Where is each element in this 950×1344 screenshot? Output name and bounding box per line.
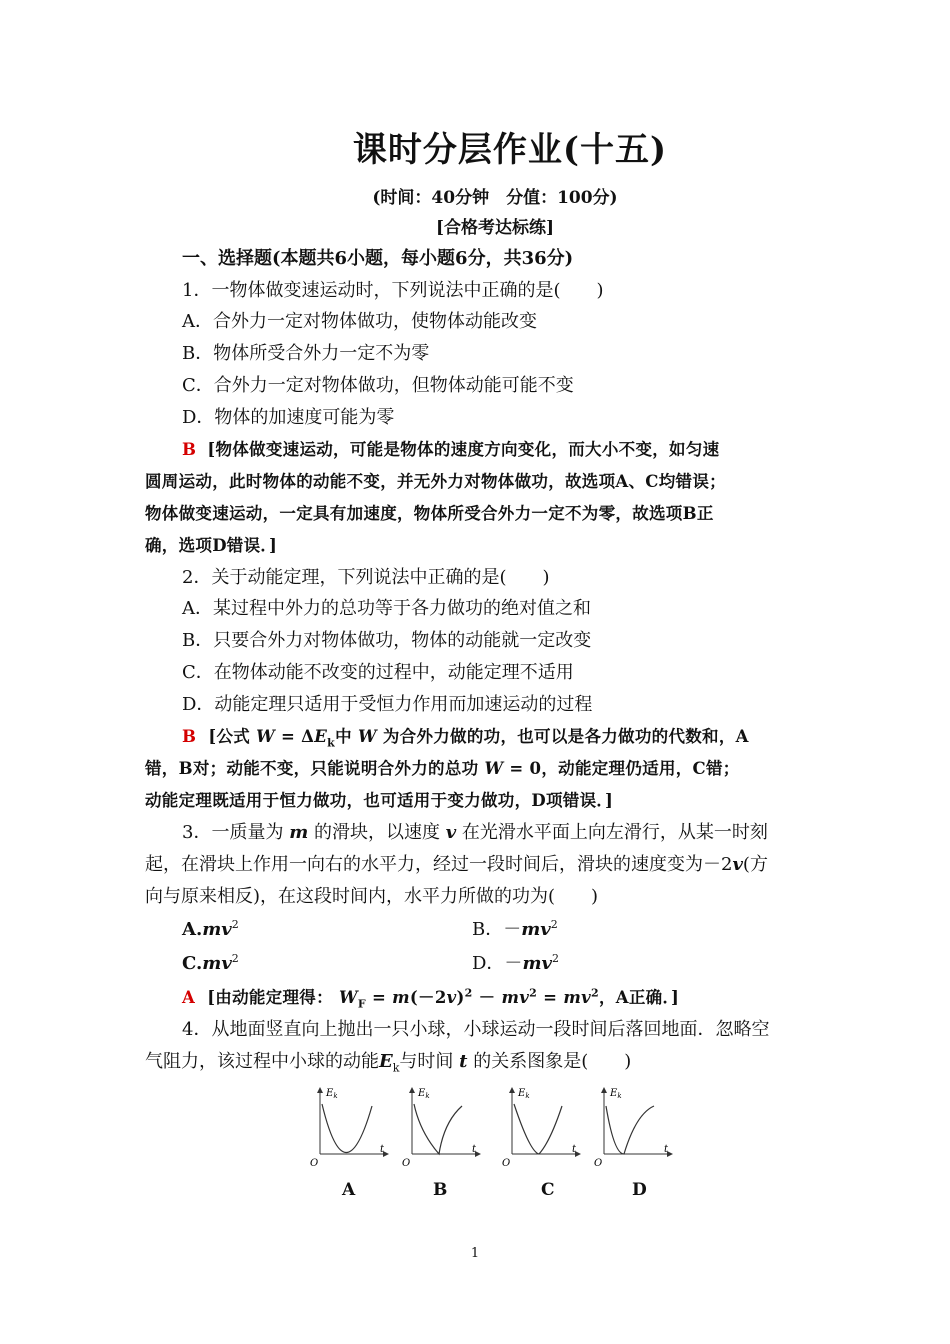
q2-option-a: A．某过程中外力的总功等于各力做功的绝对值之和: [182, 598, 591, 619]
time-score-info: (时间：40分钟 分值：100分): [372, 188, 618, 208]
svg-text:O: O: [310, 1158, 319, 1169]
q1-option-b: B．物体所受合外力一定不为零: [182, 343, 430, 364]
q1-option-d: D．物体的加速度可能为零: [182, 407, 395, 428]
graph-b: [402, 1088, 480, 1169]
q1-answer: B: [182, 440, 197, 459]
q3-stem-line3: 向与原来相反)，在这段时间内，水平力所做的功为( ): [145, 886, 599, 907]
graph-label-c: C: [541, 1180, 555, 1200]
q3-explanation: A [由动能定理得： $W_F = m(-2v)^2 - mv^2 = mv^2$，A正确．]: [182, 986, 680, 1011]
q1-explanation-line3: 物体做变速运动，一定具有加速度，物体所受合外力一定不为零，故选项B正: [145, 504, 714, 523]
q1-option-a: A．合外力一定对物体做功，使物体动能改变: [182, 311, 537, 332]
graph-a: [310, 1088, 388, 1169]
svg-text:Ek: $E_k$: [326, 1088, 338, 1100]
svg-text:t: t: [380, 1144, 385, 1155]
page-title: 课时分层作业(十五): [352, 130, 668, 170]
q3-stem-line1: 3．一质量为 m 的滑块，以速度 v 在光滑水平面上向左滑行，从某一时刻: [182, 822, 768, 843]
graph-c: [502, 1088, 580, 1169]
energy-time-graphs: [300, 1082, 680, 1172]
q3-option-a: $A.mv^2$: [182, 918, 239, 940]
q2-explanation-line3: 动能定理既适用于恒力做功，也可适用于变力做功，D项错误．]: [145, 791, 614, 810]
q2-explanation-line2: 错，B对；动能不变，只能说明合外力的总功 W = 0，动能定理仍适用，C错；: [145, 759, 740, 778]
q4-stem-line2: 气阻力，该过程中小球的动能$E_k$与时间 t 的关系图象是( ): [145, 1051, 632, 1075]
q4-stem-line1: 4．从地面竖直向上抛出一只小球，小球运动一段时间后落回地面．忽略空: [182, 1019, 770, 1040]
graph-label-a: A: [342, 1180, 356, 1200]
q2-explanation-line1: B [公式 $W = \Delta E_k$中 W 为合外力做的功，也可以是各力做功的代数和，A: [182, 727, 749, 750]
q1-explanation-line2: 圆周运动，此时物体的动能不变，并无外力对物体做功，故选项A、C均错误；: [145, 472, 726, 491]
svg-text:t: t: [664, 1144, 669, 1155]
q1-explanation-line1: B [物体做变速运动，可能是物体的速度方向变化，而大小不变，如匀速: [182, 440, 720, 459]
graph-d: [594, 1088, 672, 1169]
svg-text:O: O: [502, 1158, 511, 1169]
svg-text:Ek: $E_k$: [418, 1088, 430, 1100]
graph-label-b: B: [433, 1180, 448, 1200]
q2-option-c: C．在物体动能不改变的过程中，动能定理不适用: [182, 662, 574, 683]
svg-text:Ek: $E_k$: [518, 1088, 530, 1100]
svg-text:O: O: [594, 1158, 603, 1169]
q3-answer: A: [182, 988, 196, 1007]
q3-option-c: $C.mv^2$: [182, 952, 239, 974]
svg-text:t: t: [572, 1144, 577, 1155]
q3-stem-line2: 起，在滑块上作用一向右的水平力，经过一段时间后，滑块的速度变为－2v(方: [145, 854, 768, 875]
svg-text:O: O: [402, 1158, 411, 1169]
svg-text:t: t: [472, 1144, 477, 1155]
section-subtitle: [合格考达标练]: [435, 218, 555, 238]
page-number: 1: [470, 1246, 480, 1261]
q1-explanation-line4: 确，选项D错误．]: [145, 536, 278, 555]
q3-option-b: B．$-mv^2$: [472, 918, 558, 940]
q3-option-d: D．$-mv^2$: [472, 952, 559, 974]
svg-text:Ek: $E_k$: [610, 1088, 622, 1100]
q2-stem: 2．关于动能定理，下列说法中正确的是( ): [182, 567, 550, 588]
graph-label-d: D: [632, 1180, 647, 1200]
q1-stem: 1．一物体做变速运动时，下列说法中正确的是( ): [182, 280, 604, 301]
q2-answer: B: [182, 727, 197, 746]
q2-option-b: B．只要合外力对物体做功，物体的动能就一定改变: [182, 630, 592, 651]
q2-option-d: D．动能定理只适用于受恒力作用而加速运动的过程: [182, 694, 593, 715]
section-heading: 一、选择题(本题共6小题，每小题6分，共36分): [182, 248, 574, 269]
q1-option-c: C．合外力一定对物体做功，但物体动能可能不变: [182, 375, 574, 396]
